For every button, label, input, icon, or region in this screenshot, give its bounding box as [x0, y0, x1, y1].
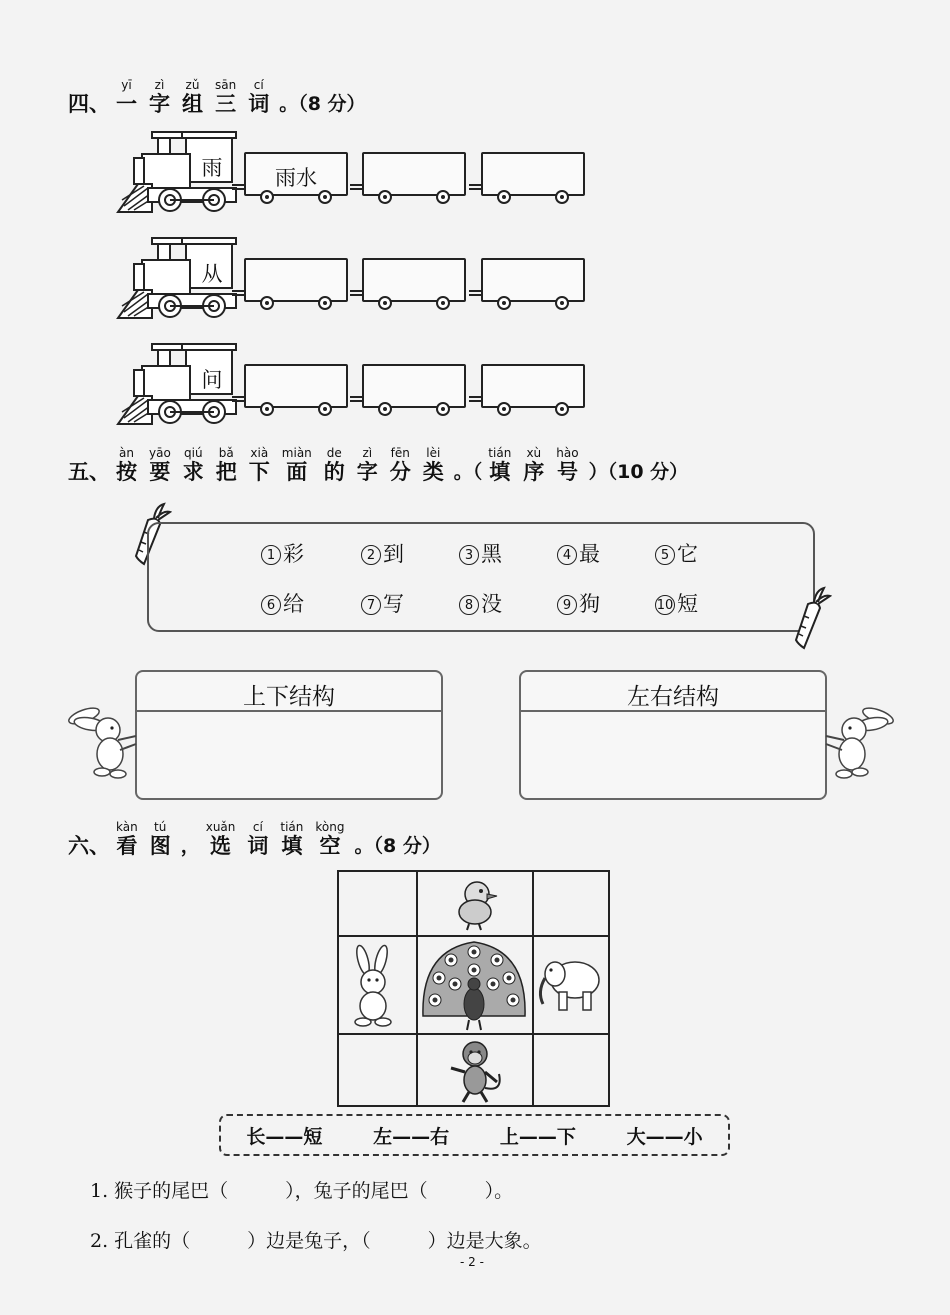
pinyin-character: [357, 446, 378, 484]
pinyin-character: [116, 446, 137, 484]
train: [112, 130, 592, 216]
item-number: 9: [557, 595, 577, 615]
word-pair: 长——短: [246, 1125, 323, 1148]
hanzi: 词: [247, 834, 269, 858]
section4-heading: [68, 78, 366, 116]
coupler: [469, 290, 481, 296]
item-number: 2: [361, 545, 381, 565]
character-item: [261, 588, 304, 618]
hanzi: 求: [182, 460, 204, 484]
pinyin-character: [215, 78, 236, 116]
item-number: 4: [557, 545, 577, 565]
board-divider: [521, 710, 825, 712]
wheel: [555, 402, 569, 416]
hanzi: 图: [149, 834, 171, 858]
pinyin-character: [247, 820, 268, 858]
train-character: 从: [201, 262, 223, 286]
pinyin: xià: [250, 446, 269, 460]
wheel: [555, 296, 569, 310]
hanzi: 空: [319, 834, 341, 858]
hanzi: 选: [210, 834, 232, 858]
peacock-icon: [419, 938, 529, 1032]
item-character: 写: [383, 592, 404, 616]
pinyin-character: [248, 78, 269, 116]
hanzi: 三: [215, 92, 237, 116]
hanzi: 的: [323, 460, 345, 484]
word-pair: 左——右: [373, 1125, 450, 1148]
wheel: [260, 190, 274, 204]
pinyin: zì: [154, 78, 165, 92]
item-number: 8: [459, 595, 479, 615]
board-left-right: [519, 670, 827, 800]
pinyin: bǎ: [218, 446, 234, 460]
car-word: 雨水: [275, 166, 317, 190]
wheel: [497, 190, 511, 204]
item-character: 到: [383, 542, 404, 566]
pinyin: zì: [362, 446, 373, 460]
pinyin: tián: [488, 446, 512, 460]
pinyin: miàn: [281, 446, 312, 460]
pinyin-character: [280, 820, 303, 858]
pinyin: cí: [253, 78, 264, 92]
pinyin-character: [423, 446, 444, 484]
board-divider: [137, 710, 441, 712]
hanzi: 面: [286, 460, 308, 484]
pinyin-character: [150, 820, 171, 858]
item-character: 没: [481, 592, 502, 616]
pinyin: yāo: [149, 446, 171, 460]
item-character: 黑: [481, 542, 502, 566]
item-character: 狗: [579, 592, 600, 616]
pinyin: lèi: [426, 446, 441, 460]
coupler: [232, 184, 244, 190]
pinyin-character: [183, 446, 204, 484]
train: [112, 236, 592, 322]
section6-heading: [68, 820, 441, 858]
wheel: [318, 296, 332, 310]
pinyin: cí: [252, 820, 263, 834]
coupler: [350, 396, 362, 402]
pinyin: sān: [215, 78, 237, 92]
coupler: [469, 184, 481, 190]
wheel: [260, 402, 274, 416]
hanzi: 一: [116, 92, 137, 116]
coupler: [232, 396, 244, 402]
rabbit-icon: [820, 700, 896, 780]
character-box: [147, 522, 815, 632]
wheel: [497, 402, 511, 416]
pinyin: xuǎn: [205, 820, 236, 834]
pinyin-character: [149, 78, 170, 116]
character-item: [361, 588, 404, 618]
train-car[interactable]: [244, 258, 348, 302]
item-character: 它: [677, 542, 698, 566]
hanzi: 把: [215, 460, 237, 484]
item-number: 7: [361, 595, 381, 615]
pinyin: kòng: [315, 820, 345, 834]
pinyin-character: [249, 446, 270, 484]
character-item: [655, 588, 698, 618]
hanzi: 下: [248, 460, 270, 484]
wheel: [378, 190, 392, 204]
hanzi: 分: [389, 460, 411, 484]
board-title: 上下结构: [243, 684, 335, 710]
pinyin: xù: [526, 446, 542, 460]
wheel: [436, 402, 450, 416]
wheel: [436, 190, 450, 204]
carrot-icon: [790, 586, 832, 652]
wheel: [318, 402, 332, 416]
train-car[interactable]: [362, 152, 466, 196]
heading-text: 。（8 分）: [279, 93, 366, 115]
section-number: 六、: [68, 834, 110, 858]
hanzi: 看: [116, 834, 138, 858]
pinyin: tián: [280, 820, 304, 834]
train-car[interactable]: [481, 258, 585, 302]
character-item: [557, 588, 600, 618]
chick-icon: [447, 876, 503, 932]
wheel: [555, 190, 569, 204]
pinyin-character: [116, 78, 137, 116]
board-title: 左右结构: [627, 684, 719, 710]
item-character: 给: [283, 592, 304, 616]
hanzi: 组: [182, 92, 203, 116]
pinyin: hào: [556, 446, 579, 460]
wheel: [497, 296, 511, 310]
train-car[interactable]: [481, 364, 585, 408]
word-pair: 大——小: [626, 1125, 703, 1148]
item-character: 最: [579, 542, 600, 566]
hanzi: 要: [149, 460, 171, 484]
pinyin: tú: [154, 820, 167, 834]
page-number: - 2 -: [460, 1255, 484, 1269]
pinyin-character: [556, 446, 578, 484]
train-character: 问: [201, 368, 223, 392]
character-item: [261, 538, 304, 568]
word-pair: 上——下: [499, 1125, 576, 1148]
pinyin: àn: [119, 446, 134, 460]
train-car[interactable]: [244, 152, 348, 196]
pinyin-character: [149, 446, 171, 484]
coupler: [350, 184, 362, 190]
heading-text: 。（: [453, 461, 483, 483]
item-number: 1: [261, 545, 281, 565]
pinyin-character: [488, 446, 511, 484]
pinyin-character: [216, 446, 237, 484]
elephant-icon: [535, 948, 607, 1018]
pinyin: kàn: [116, 820, 138, 834]
pinyin: zǔ: [185, 78, 200, 92]
item-character: 短: [677, 592, 698, 616]
pinyin-character: [523, 446, 544, 484]
character-item: [361, 538, 404, 568]
pinyin: fēn: [390, 446, 410, 460]
section-number: 五、: [68, 460, 110, 484]
item-number: 5: [655, 545, 675, 565]
word-bank: [219, 1114, 730, 1156]
character-item: [459, 588, 502, 618]
coupler: [469, 396, 481, 402]
pinyin-character: [116, 820, 138, 858]
rabbit-icon: [66, 700, 142, 780]
hanzi: 按: [116, 460, 137, 484]
item-number: 3: [459, 545, 479, 565]
wheel: [378, 296, 392, 310]
character-item: [557, 538, 600, 568]
pinyin-character: [390, 446, 411, 484]
wheel: [436, 296, 450, 310]
wheel: [318, 190, 332, 204]
pinyin-character: [315, 820, 344, 858]
train-car[interactable]: [362, 364, 466, 408]
coupler: [350, 290, 362, 296]
hanzi: 填: [489, 460, 511, 484]
hanzi: 词: [248, 92, 270, 116]
heading-text: ，: [180, 835, 200, 857]
train-character: 雨: [201, 156, 223, 180]
item-character: 彩: [283, 542, 304, 566]
hanzi: 序: [523, 460, 545, 484]
question-2: 2. 孔雀的（ ）边是兔子，（ ）边是大象。: [90, 1230, 542, 1252]
pinyin: de: [326, 446, 342, 460]
coupler: [232, 290, 244, 296]
hanzi: 号: [556, 460, 578, 484]
animal-grid: [337, 870, 610, 1107]
heading-text: 。（8 分）: [354, 835, 441, 857]
heading-text: ）（10 分）: [588, 461, 689, 483]
train-car[interactable]: [481, 152, 585, 196]
rabbit-icon: [343, 944, 409, 1028]
character-item: [459, 538, 502, 568]
hanzi: 字: [149, 92, 170, 116]
pinyin-character: [182, 78, 203, 116]
pinyin-character: [324, 446, 345, 484]
pinyin-character: [206, 820, 236, 858]
hanzi: 字: [356, 460, 378, 484]
hanzi: 填: [281, 834, 303, 858]
train: [112, 342, 592, 428]
wheel: [378, 402, 392, 416]
item-number: 6: [261, 595, 281, 615]
wheel: [260, 296, 274, 310]
pinyin: yī: [121, 78, 132, 92]
item-number: 10: [655, 595, 675, 615]
board-top-bottom: [135, 670, 443, 800]
train-car[interactable]: [244, 364, 348, 408]
character-item: [655, 538, 698, 568]
pinyin: qiú: [184, 446, 203, 460]
question-1: 1. 猴子的尾巴（ ），兔子的尾巴（ ）。: [90, 1180, 514, 1202]
section5-heading: [68, 446, 688, 484]
pinyin-character: [282, 446, 312, 484]
monkey-icon: [445, 1038, 507, 1104]
hanzi: 类: [422, 460, 444, 484]
train-car[interactable]: [362, 258, 466, 302]
section-number: 四、: [68, 92, 110, 116]
